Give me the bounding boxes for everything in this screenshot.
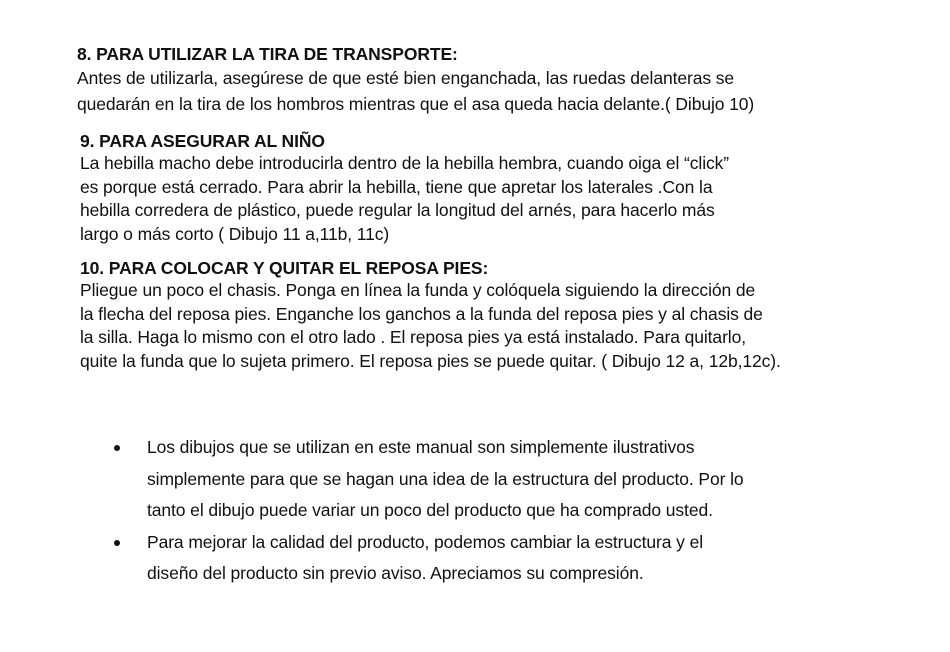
- section-text-line: hebilla corredera de plástico, puede regular la longitud del arnés, para hacerlo más: [80, 200, 715, 220]
- note-product-changes: [112, 527, 832, 590]
- section-heading: 9. PARA ASEGURAR AL NIÑO: [80, 131, 325, 151]
- bullet-icon: [114, 540, 120, 546]
- section-text-line: la flecha del reposa pies. Enganche los ganchos a la funda del reposa pies y al chasis de: [80, 303, 763, 324]
- section-text-line: quite la funda que lo sujeta primero. El reposa pies se puede quitar. ( Dibujo 12 a, 12b,12c).: [80, 350, 781, 371]
- note-text-line: diseño del producto sin previo aviso. Apreciamos su compresión.: [147, 563, 644, 583]
- section-transport-strap: [77, 43, 877, 117]
- note-text-line: Los dibujos que se utilizan en este manual son simplemente ilustrativos: [147, 437, 695, 457]
- section-heading: 10. PARA COLOCAR Y QUITAR EL REPOSA PIES:: [80, 258, 489, 278]
- section-text-line: Pliegue un poco el chasis. Ponga en línea la funda y colóquela siguiendo la dirección de: [80, 280, 756, 300]
- bullet-icon: [114, 445, 120, 451]
- note-text-line: tanto el dibujo puede variar un poco del producto que ha comprado usted.: [147, 500, 713, 520]
- section-text-line: quedarán en la tira de los hombros mientras que el asa queda hacia delante.( Dibujo 10): [77, 94, 755, 114]
- section-text-line: largo o más corto ( Dibujo 11 a,11b, 11c): [80, 223, 390, 244]
- note-text-line: Para mejorar la calidad del producto, podemos cambiar la estructura y el: [147, 531, 703, 552]
- section-text-line: es porque está cerrado. Para abrir la hebilla, tiene que apretar los laterales .Con la: [80, 176, 713, 197]
- note-text-line: simplemente para que se hagan una idea de la estructura del producto. Por lo: [147, 468, 744, 489]
- notes-bullet-list: [112, 432, 832, 590]
- section-text-line: La hebilla macho debe introducirla dentro de la hebilla hembra, cuando oiga el “click”: [80, 153, 730, 173]
- section-secure-child: [80, 130, 880, 246]
- section-footrest: [80, 257, 880, 373]
- section-heading: 8. PARA UTILIZAR LA TIRA DE TRANSPORTE:: [77, 44, 458, 64]
- note-illustrative-drawings: [112, 432, 832, 527]
- section-text-line: la silla. Haga lo mismo con el otro lado . El reposa pies ya está instalado. Para quitarlo,: [80, 327, 746, 347]
- section-text-line: Antes de utilizarla, asegúrese de que esté bien enganchada, las ruedas delanteras se: [77, 68, 735, 88]
